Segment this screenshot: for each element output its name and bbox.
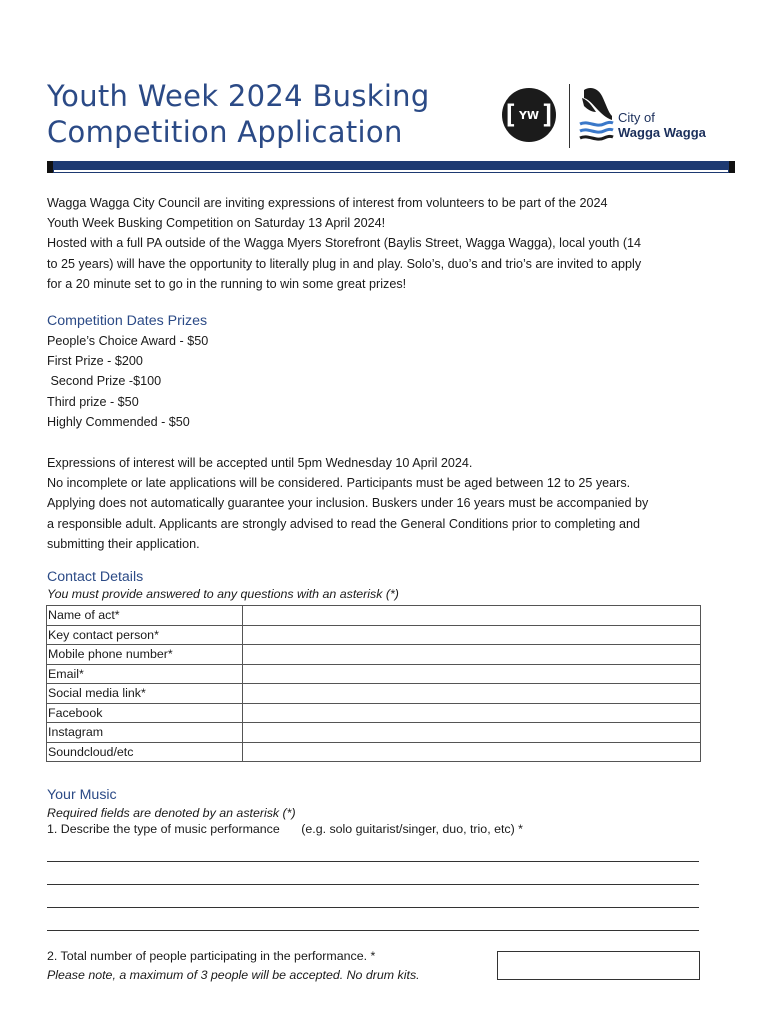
youth-week-logo bbox=[502, 88, 556, 142]
prize-item: Third prize - $50 bbox=[47, 394, 139, 409]
city-crow-logo-icon bbox=[578, 84, 614, 144]
field-label: Key contact person* bbox=[47, 625, 243, 645]
email-field[interactable] bbox=[243, 664, 701, 684]
music-question-1-hint: (e.g. solo guitarist/singer, duo, trio, etc) * bbox=[301, 822, 523, 836]
prizes-list bbox=[47, 331, 727, 432]
field-label: Mobile phone number* bbox=[47, 645, 243, 665]
intro-line: Hosted with a full PA outside of the Wagga Myers Storefront (Baylis Street, Wagga Wagga), local youth (14 bbox=[47, 236, 642, 251]
conditions-line: a responsible adult. Applicants are strongly advised to read the General Conditions prior to completing and bbox=[47, 516, 640, 531]
table-row bbox=[47, 645, 701, 665]
youth-week-logo-right-bracket: ] bbox=[540, 100, 556, 130]
prize-item: First Prize - $200 bbox=[47, 354, 143, 369]
page-title-line-1: Youth Week 2024 Busking bbox=[47, 79, 430, 113]
field-label: Social media link* bbox=[47, 684, 243, 704]
soundcloud-field[interactable] bbox=[243, 742, 701, 762]
header-rule-right-cap bbox=[729, 161, 735, 173]
table-row bbox=[47, 684, 701, 704]
music-question-1-label: 1. Describe the type of music performance bbox=[47, 822, 280, 836]
intro-line: to 25 years) will have the opportunity to literally plug in and play. Solo’s, duo’s and trio’s are invited to apply bbox=[47, 256, 642, 271]
field-label: Soundcloud/etc bbox=[47, 742, 243, 762]
music-answer-line[interactable] bbox=[47, 930, 699, 931]
key-contact-field[interactable] bbox=[243, 625, 701, 645]
youth-week-logo-mark: YW bbox=[518, 108, 540, 122]
intro-line: Youth Week Busking Competition on Saturday 13 April 2024! bbox=[47, 216, 386, 231]
prize-item: Highly Commended - $50 bbox=[47, 414, 190, 429]
field-label: Name of act* bbox=[47, 606, 243, 626]
youth-week-logo-left-bracket: [ bbox=[502, 100, 518, 130]
prizes-heading: Competition Dates Prizes bbox=[47, 313, 208, 329]
intro-line: Wagga Wagga City Council are inviting expressions of interest from volunteers to be part of the 2024 bbox=[47, 196, 608, 210]
table-row bbox=[47, 703, 701, 723]
table-row bbox=[47, 606, 701, 626]
music-note: Required fields are denoted by an asterisk (*) bbox=[47, 806, 296, 820]
name-of-act-field[interactable] bbox=[243, 606, 701, 626]
city-logo-line-1: City of bbox=[618, 110, 655, 125]
header-rule-left-cap bbox=[47, 161, 53, 173]
table-row bbox=[47, 723, 701, 743]
field-label: Facebook bbox=[47, 703, 243, 723]
header-rule-highlight bbox=[54, 170, 728, 172]
field-label: Instagram bbox=[47, 723, 243, 743]
table-row bbox=[47, 742, 701, 762]
music-question-2: 2. Total number of people participating in the performance. * bbox=[47, 949, 376, 963]
music-heading: Your Music bbox=[47, 787, 117, 803]
conditions-line: No incomplete or late applications will be considered. Participants must be aged between 12 to 25 years. bbox=[47, 476, 631, 491]
prize-item: People’s Choice Award - $50 bbox=[47, 334, 209, 348]
mobile-phone-field[interactable] bbox=[243, 645, 701, 665]
conditions-line: submitting their application. bbox=[47, 536, 200, 551]
table-row bbox=[47, 664, 701, 684]
contact-table bbox=[46, 605, 701, 762]
field-label: Email* bbox=[47, 664, 243, 684]
conditions-line: Applying does not automatically guarantee your inclusion. Buskers under 16 years must be accompanied by bbox=[47, 496, 649, 511]
music-question-2-note: Please note, a maximum of 3 people will be accepted. No drum kits. bbox=[47, 968, 420, 982]
participant-count-field[interactable] bbox=[497, 951, 700, 980]
contact-heading: Contact Details bbox=[47, 569, 144, 585]
music-answer-line[interactable] bbox=[47, 861, 699, 862]
table-row bbox=[47, 625, 701, 645]
conditions-line: Expressions of interest will be accepted until 5pm Wednesday 10 April 2024. bbox=[47, 456, 473, 470]
music-answer-line[interactable] bbox=[47, 907, 699, 908]
city-logo-line-2: Wagga Wagga bbox=[618, 125, 706, 140]
page-title bbox=[47, 78, 477, 150]
intro-line: for a 20 minute set to go in the running to win some great prizes! bbox=[47, 276, 407, 291]
contact-note: You must provide answered to any questions with an asterisk (*) bbox=[47, 587, 399, 601]
social-media-field[interactable] bbox=[243, 684, 701, 704]
music-question-1 bbox=[47, 820, 523, 838]
conditions-paragraph bbox=[47, 453, 727, 554]
music-answer-line[interactable] bbox=[47, 884, 699, 885]
facebook-field[interactable] bbox=[243, 703, 701, 723]
city-logo-text bbox=[618, 110, 706, 140]
page-title-line-2: Competition Application bbox=[47, 115, 403, 149]
logo-divider bbox=[569, 84, 570, 148]
intro-paragraph bbox=[47, 193, 727, 294]
prize-item: Second Prize -$100 bbox=[47, 374, 162, 389]
instagram-field[interactable] bbox=[243, 723, 701, 743]
